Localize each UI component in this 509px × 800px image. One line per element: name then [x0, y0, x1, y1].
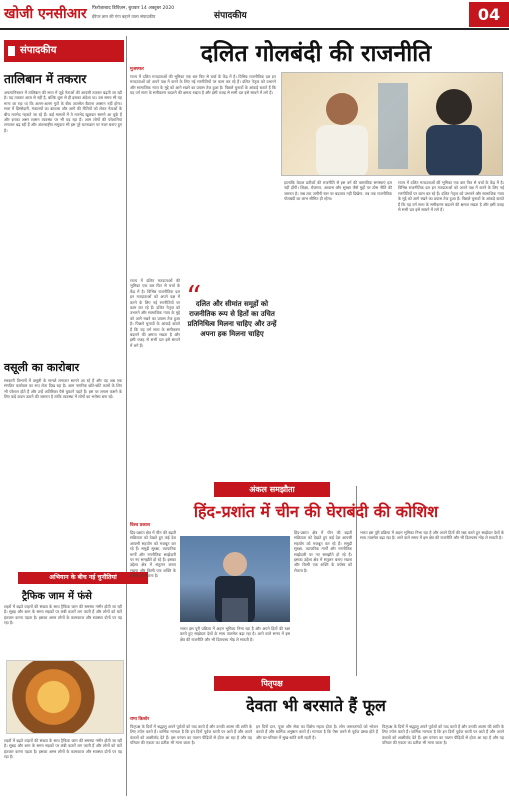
article-vasooli — [4, 378, 122, 566]
article-2-body-2: भारत इस पूरी प्रक्रिया में अहम भूमिका निभा रहा है और अपने हितों की रक्षा करते हुए साझेदार देशों के साथ तालमेल बढ़ा रहा है। आने वाले समय में इस क्षेत्र की राजनीति और भी दिलचस्प मोड़ ले सकती है। — [180, 626, 290, 642]
article-3-body-3: पितृपक्ष के दिनों में श्रद्धालु अपने पूर्वजों को याद करते हैं और उनकी आत्मा की शांति के लिए तर्पण करते हैं। धार्मिक मान्यता है कि इन दिनों पूर्वज धरती पर आते हैं और अपने वंशजों को आशीर्वाद देते हैं। इस परंपरा का पालन पीढ़ियों से होता आ रहा है और यह परिवार की एकता का प्रतीक भी माना जाता है। — [382, 724, 504, 746]
article-traffic-body-2: शहरों में बढ़ते वाहनों की संख्या के साथ ट्रैफिक जाम की समस्या गंभीर होती जा रही है। सुबह और शाम के समय सड़कों पर लंबी कतारें लग जाती हैं और लोगों को घंटों इंतजार करना पड़ता है। इसका असर लोगों के कामकाज और स्वास्थ्य दोनों पर पड़ रहा है। — [4, 738, 122, 760]
main-article-col3 — [398, 180, 504, 480]
article-3-body-1: पितृपक्ष के दिनों में श्रद्धालु अपने पूर्वजों को याद करते हैं और उनकी आत्मा की शांति के लिए तर्पण करते हैं। धार्मिक मान्यता है कि इन दिनों पूर्वज धरती पर आते हैं और अपने वंशजों को आशीर्वाद देते हैं। इस परंपरा का पालन पीढ़ियों से होता आ रहा है और यह परिवार की एकता का प्रतीक भी माना जाता है। — [130, 724, 252, 746]
article-3-col1 — [130, 724, 252, 796]
article-3-body-2: इन दिनों दान, पूजा और सेवा का विशेष महत्व होता है। लोग जरूरतमंदों को भोजन कराते हैं और धार्मिक अनुष्ठान करते हैं। मान्यता है कि ऐसा करने से पूर्वज प्रसन्न होते हैं और घर-परिवार में सुख-शांति बनी रहती है। — [256, 724, 378, 740]
main-article-body-3: राज्य में दलित मतदाताओं की भूमिका एक बार फिर से चर्चा के केंद्र में है। विभिन्न राजनीतिक दल इन मतदाताओं को अपने पक्ष में करने के लिए नई रणनीतियों पर काम कर रहे हैं। दलित नेतृत्व को उभारने और सामाजिक न्याय के मुद्दे को आगे रखने का प्रयास तेज हुआ है। पिछले चुनावों के आंकड़े बताते हैं कि यह वर्ग सत्ता के समीकरण बदलने की क्षमता रखता है और इसी वजह से सभी दल इसे साधने में लगे हैं। — [398, 180, 504, 213]
speaker-illustration — [180, 536, 290, 622]
article-traffic — [4, 604, 122, 656]
byline-2: विश्व प्रकाश — [130, 523, 150, 528]
headline-devta: देवता भी बरसाते हैं फूल — [246, 696, 386, 715]
main-byline: मुजफ्फर — [130, 67, 144, 72]
quote-open-icon: “ — [186, 280, 202, 315]
article-traffic-body: शहरों में बढ़ते वाहनों की संख्या के साथ ट्रैफिक जाम की समस्या गंभीर होती जा रही है। सुबह और शाम के समय सड़कों पर लंबी कतारें लग जाती हैं और लोगों को घंटों इंतजार करना पड़ता है। इसका असर लोगों के कामकाज और स्वास्थ्य दोनों पर पड़ रहा है। — [4, 604, 122, 626]
main-article-col1 — [130, 74, 276, 274]
main-article-body-1b: राज्य में दलित मतदाताओं की भूमिका एक बार फिर से चर्चा के केंद्र में है। विभिन्न राजनीतिक दल इन मतदाताओं को अपने पक्ष में करने के लिए नई रणनीतियों पर काम कर रहे हैं। दलित नेतृत्व को उभारने और सामाजिक न्याय के मुद्दे को आगे रखने का प्रयास तेज हुआ है। पिछले चुनावों के आंकड़े बताते हैं कि यह वर्ग सत्ता के समीकरण बदलने की क्षमता रखता है और इसी वजह से सभी दल इसे साधने में लगे हैं। — [130, 278, 180, 348]
article-vasooli-body: सरकारी विभागों में वसूली के मामले लगातार सामने आ रहे हैं और यह अब एक संगठित कारोबार का रूप लेता दिख रहा है। आम नागरिक छोटे-छोटे कामों के लिए भी परेशान होते हैं और उन्हें अतिरिक्त पैसे चुकाने पड़ते हैं। इस पर लगाम कसने के लिए कड़े कदम उठाने की जरूरत है ताकि व्यवस्था में लोगों का भरोसा बना रहे। — [4, 378, 122, 400]
editorial-label: संपादकीय — [4, 40, 124, 62]
article-2-col1 — [130, 530, 176, 672]
pull-quote: दलित और सीमांत समूहों को राजनीतिक रूप से हितों का उचित प्रतिनिधित्व मिलना चाहिए और उन्हें अपना हक मिलना चाहिए — [187, 299, 277, 338]
main-headline: दलित गोलबंदी की राजनीति — [200, 41, 432, 67]
section-label-3: पितृपक्ष — [214, 676, 330, 691]
dateline: फ़िरोज़ाबाद डिविज़न, बुधवार 14 अक्टूबर 2020 — [92, 6, 175, 11]
article-2-col3 — [360, 530, 504, 672]
article-2-body-1: हिंद-प्रशांत क्षेत्र में चीन की बढ़ती सक्रियता को देखते हुए कई देश आपसी सहयोग को मजबूत कर रहे हैं। समुद्री सुरक्षा, व्यापारिक मार्गों और रणनीतिक साझेदारी पर नए समझौते हो रहे हैं। इसका उद्देश्य क्षेत्र में संतुलन बनाए रखना और किसी एक शक्ति के वर्चस्व को रोकना है। — [130, 530, 176, 579]
main-article-col1b — [130, 278, 180, 480]
column-divider-left — [126, 36, 127, 796]
masthead — [0, 0, 509, 30]
article-2-caption-text — [180, 626, 290, 672]
section-title: संपादकीय — [214, 11, 247, 21]
article-traffic-continued — [4, 738, 122, 796]
article-taliban-body: अफगानिस्तान में तालिबान की सत्ता में जुड़े नेताओं की आपसी तकरार बढ़ती जा रही है। यह तकरार आज से नहीं है, बल्कि शुरू से ही इसका अंदेशा था। उस समय भी यह माना जा रहा था कि अलग-अलग गुटों के बीच तालमेल बैठाना आसान नहीं होगा। सत्ता में हिस्सेदारी, मंत्रालयों का बंटवारा और आगे की नीतियों को लेकर नेताओं के बीच मतभेद गहराते जा रहे हैं। कई मामलों में ये मतभेद खुलकर सामने आ चुके हैं और इनका असर शासन व्यवस्था पर भी पड़ रहा है। आम लोगों की परेशानियां लगातार बढ़ रही हैं और अंतरराष्ट्रीय समुदाय भी इस पूरे घटनाक्रम पर नजर बनाए हुए है। — [4, 90, 122, 133]
headline-indo-pacific: हिंद-प्रशांत में चीन की घेराबंदी की कोशिश — [193, 502, 439, 521]
main-article-col2 — [284, 180, 392, 480]
article-2-col2 — [294, 530, 352, 672]
article-2-body-4: भारत इस पूरी प्रक्रिया में अहम भूमिका निभा रहा है और अपने हितों की रक्षा करते हुए साझेदार देशों के साथ तालमेल बढ़ा रहा है। आने वाले समय में इस क्षेत्र की राजनीति और भी दिलचस्प मोड़ ले सकती है। — [360, 530, 504, 541]
subline: ईपेपर ज्ञान की गंगा बहाने वाला संपादकीय — [92, 14, 156, 19]
article-taliban — [4, 90, 122, 292]
portrait-illustration — [282, 73, 503, 176]
speaker-photo — [180, 536, 290, 622]
main-article-body-1: राज्य में दलित मतदाताओं की भूमिका एक बार फिर से चर्चा के केंद्र में है। विभिन्न राजनीतिक दल इन मतदाताओं को अपने पक्ष में करने के लिए नई रणनीतियों पर काम कर रहे हैं। दलित नेतृत्व को उभारने और सामाजिक न्याय के मुद्दे को आगे रखने का प्रयास तेज हुआ है। पिछले चुनावों के आंकड़े बताते हैं कि यह वर्ग सत्ता के समीकरण बदलने की क्षमता रखता है और इसी वजह से सभी दल इसे साधने में लगे हैं। — [130, 74, 276, 96]
article-3-col2 — [256, 724, 378, 796]
article-2-body-3: हिंद-प्रशांत क्षेत्र में चीन की बढ़ती सक्रियता को देखते हुए कई देश आपसी सहयोग को मजबूत कर रहे हैं। समुद्री सुरक्षा, व्यापारिक मार्गों और रणनीतिक साझेदारी पर नए समझौते हो रहे हैं। इसका उद्देश्य क्षेत्र में संतुलन बनाए रखना और किसी एक शक्ति के वर्चस्व को रोकना है। — [294, 530, 352, 573]
section-label-2: अंकल समझौता — [214, 482, 330, 497]
newspaper-logo: खोजी एनसीआर — [4, 6, 87, 22]
headline-vasooli: वसूली का कारोबार — [4, 361, 80, 374]
headline-traffic: ट्रैफिक जाम में फंसे — [22, 591, 92, 602]
page-number: 04 — [469, 2, 509, 27]
ambedkar-portrait-photo — [281, 72, 503, 176]
main-article-body-2: हालांकि केवल प्रतीकों की राजनीति से इस वर्ग की वास्तविक समस्याएं हल नहीं होंगी। शिक्षा, रोजगार, आवास और सुरक्षा जैसे मुद्दों पर ठोस नीति की जरूरत है। जब तक जमीनी स्तर पर बदलाव नहीं दिखेगा, तब तक राजनीतिक गोलबंदी का लाभ सीमित ही रहेगा। — [284, 180, 392, 202]
byline-3: रामा किशोर — [130, 717, 150, 722]
strip-label: अभियान के बीच नई चुनौतियां — [18, 572, 148, 584]
food-photo — [6, 660, 124, 734]
headline-taliban: तालिबान में तकरार — [4, 72, 87, 86]
article-3-col3 — [382, 724, 504, 796]
